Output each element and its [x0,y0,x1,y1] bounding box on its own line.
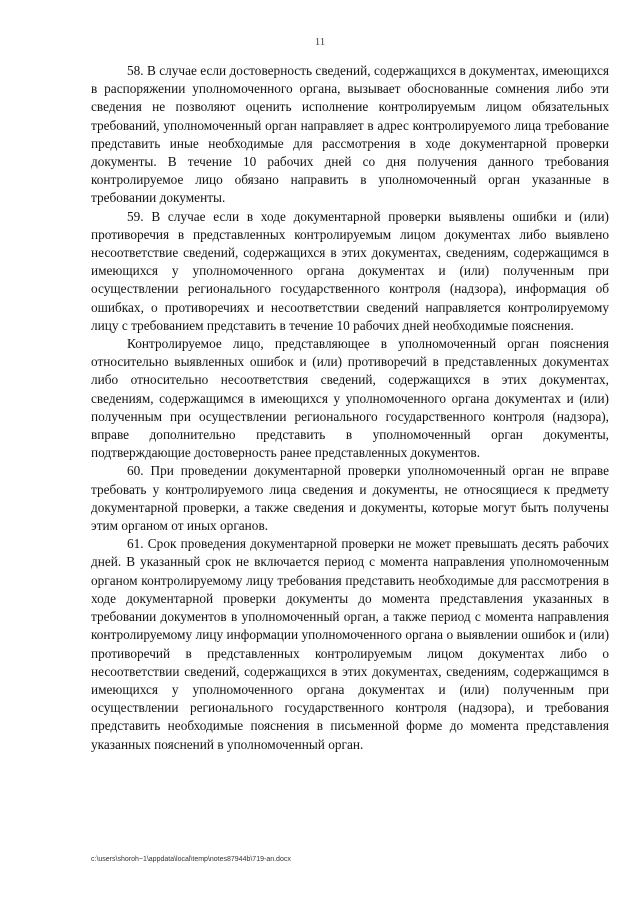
page-number: 11 [314,36,326,48]
footer-file-path: c:\users\shoroh~1\appdata\local\temp\notes87944b\719-an.docx [91,856,291,863]
paragraph-60: 60. При проведении документарной проверки уполномоченный орган не вправе требовать у контролируемого лица сведения и документы, не относящиеся к предмету документарной проверки, а также сведения и документы, которые могут быть получены этим органом от иных органов. [91,463,609,534]
paragraph-59-continuation: Контролируемое лицо, представляющее в уполномоченный орган пояснения относительно выявленных ошибок и (или) противоречий в представленных документах либо относительно несоответствия сведений, содержащихся в этих документах, сведениям, содержащимся в имеющихся у уполномоченного органа документах и (или) полученным при осуществлении регионального государственного контроля (надзора), вправе дополнительно представить в уполномоченный орган документы, подтверждающие достоверность ранее представленных документов. [91,336,609,461]
document-body [91,62,609,754]
paragraph-59: 59. В случае если в ходе документарной проверки выявлены ошибки и (или) противоречия в представленных контролируемым лицом документах либо выявлено несоответствие сведений, содержащихся в этих документах, сведениям, содержащимся в имеющихся у уполномоченного органа документах и (или) полученным при осуществлении регионального государственного контроля (надзора), информация об ошибках, о противоречиях и несоответствии сведений направляется контролируемому лицу с требованием представить в течение 10 рабочих дней необходимые пояснения. [91,208,609,333]
paragraph-61: 61. Срок проведения документарной проверки не может превышать десять рабочих дней. В указанный срок не включается период с момента направления уполномоченным органом контролируемому лицу требования представить необходимые для рассмотрения в ходе документарной проверки документы до момента представления указанных в требовании документов в уполномоченный орган, а также период с момента направления контролируемому лицу информации уполномоченного органа о выявлении ошибок и (или) противоречий в представленных контролируемым лицом документах либо о несоответствии сведений, содержащихся в этих документах, сведениям, содержащимся в имеющихся у уполномоченного органа документах и (или) полученным при осуществлении регионального государственного контроля (надзора), и требования представить необходимые пояснения в письменной форме до момента представления указанных пояснений в уполномоченный орган. [91,536,609,752]
paragraph-58: 58. В случае если достоверность сведений, содержащихся в документах, имеющихся в распоряжении уполномоченного органа, вызывает обоснованные сомнения либо эти сведения не позволяют оценить исполнение контролируемым лицом обязательных требований, уполномоченный орган направляет в адрес контролируемого лица требование представить иные необходимые для рассмотрения в ходе документарной проверки документы. В течение 10 рабочих дней со дня получения данного требования контролируемое лицо обязано направить в уполномоченный орган указанные в требовании документы. [91,63,609,206]
